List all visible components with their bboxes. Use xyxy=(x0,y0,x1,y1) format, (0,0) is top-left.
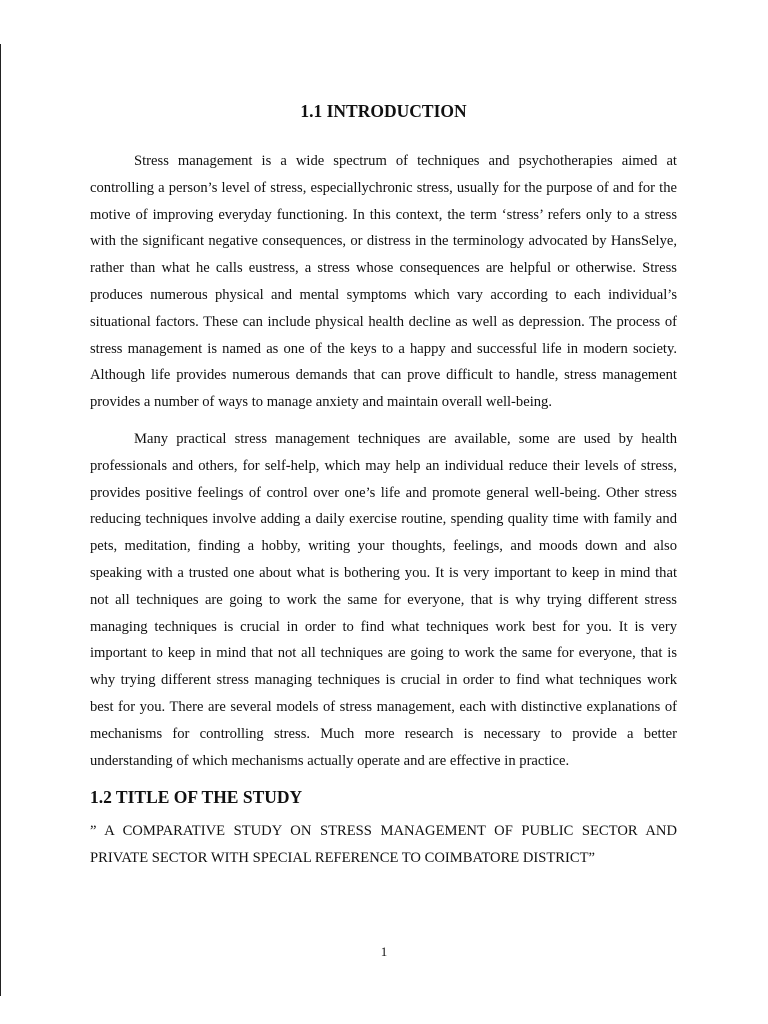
page-left-border xyxy=(0,44,1,996)
page-number: 1 xyxy=(380,944,388,959)
title-of-study-heading: 1.2 TITLE OF THE STUDY xyxy=(90,787,303,808)
document-page xyxy=(90,98,677,872)
introduction-paragraph-2: Many practical stress management techniques are available, some are used by health professionals and others, for self-help, which may help an individual reduce their levels of stress, provides positive feelings of control over one’s life and promote general well-being. Other stress reducing techniques involve adding a daily exercise routine, spending quality time with family and pets, meditation, finding a hobby, writing your thoughts, feelings, and moods down and also speaking with a trusted one about what is bothering you. It is very important to keep in mind that not all techniques are going to work the same for everyone, that is why trying different stress managing techniques is crucial in order to find what techniques work best for you. It is very important to keep in mind that not all techniques are going to work the same for everyone, that is why trying different stress managing techniques is crucial in order to find what techniques work best for you. There are several models of stress management, each with distinctive explanations of mechanisms for controlling stress. Much more research is necessary to provide a better understanding of which mechanisms actually operate and are effective in practice. xyxy=(90,430,677,769)
study-title-text: ” A COMPARATIVE STUDY ON STRESS MANAGEMENT OF PUBLIC SECTOR AND PRIVATE SECTOR WITH SPECIAL REFERENCE TO COIMBATORE DISTRICT” xyxy=(90,823,677,867)
introduction-heading: 1.1 INTRODUCTION xyxy=(300,101,467,121)
introduction-paragraph-1: Stress management is a wide spectrum of techniques and psychotherapies aimed at controlling a person’s level of stress, especiallychronic stress, usually for the purpose of and for the motive of improving everyday functioning. In this context, the term ‘stress’ refers only to a stress with the significant negative consequences, or distress in the terminology advocated by HansSelye, rather than what he calls eustress, a stress whose consequences are helpful or otherwise. Stress produces numerous physical and mental symptoms which vary according to each individual’s situational factors. These can include physical health decline as well as depression. The process of stress management is named as one of the keys to a happy and successful life in modern society. Although life provides numerous demands that can prove difficult to handle, stress management provides a number of ways to manage anxiety and maintain overall well-being. xyxy=(90,153,677,411)
